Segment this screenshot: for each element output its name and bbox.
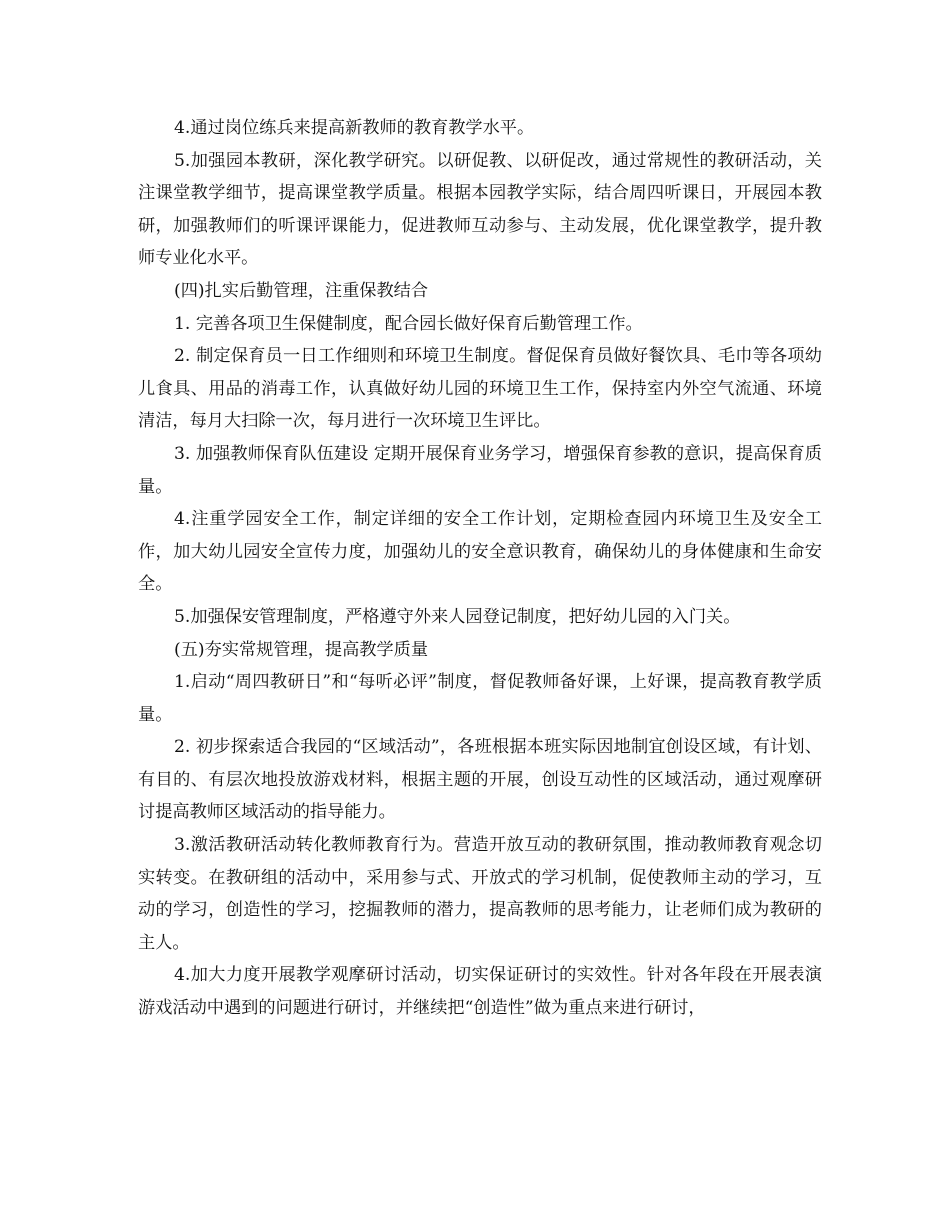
paragraph: 5.加强园本教研，深化教学研究。以研促教、以研促改，通过常规性的教研活动，关注课堂教学细节，提高课堂教学质量。根据本园教学实际，结合周四听课日，开展园本教研，加强教师们的听课评课能力，促进教师互动参与、主动发展，优化课堂教学，提升教师专业化水平。: [138, 150, 822, 269]
paragraph: 3. 加强教师保育队伍建设 定期开展保育业务学习，增强保育参教的意识，提高保育质量。: [138, 443, 822, 497]
section-heading: (五)夯实常规管理，提高教学质量: [174, 639, 429, 660]
paragraph: 4.注重学园安全工作，制定详细的安全工作计划，定期检查园内环境卫生及安全工作，加大幼儿园安全宣传力度，加强幼儿的安全意识教育，确保幼儿的身体健康和生命安全。: [138, 509, 822, 595]
paragraph: 1.启动“周四教研日”和“每听必评”制度，督促教师备好课，上好课，提高教育教学质量。: [138, 672, 822, 725]
paragraph: 4.加大力度开展教学观摩研讨活动，切实保证研讨的实效性。针对各年段在开展表演游戏活动中遇到的问题进行研讨，并继续把“创造性”做为重点来进行研讨，: [138, 965, 822, 1019]
paragraph: 3.激活教研活动转化教师教育行为。营造开放互动的教研氛围，推动教师教育观念切实转变。在教研组的活动中，采用参与式、开放式的学习机制，促使教师主动的学习，互动的学习，创造性的学习，挖掘教师的潜力，提高教师的思考能力，让老师们成为教研的主人。: [138, 835, 822, 953]
paragraph: 5.加强保安管理制度，严格遵守外来人园登记制度，把好幼儿园的入门关。: [174, 606, 741, 627]
paragraph: 2. 制定保育员一日工作细则和环境卫生制度。督促保育员做好餐饮具、毛巾等各项幼儿食具、用品的消毒工作，认真做好幼儿园的环境卫生工作，保持室内外空气流通、环境清洁，每月大扫除一次，每月进行一次环境卫生评比。: [138, 346, 822, 432]
paragraph: 1. 完善各项卫生保健制度，配合园长做好保育后勤管理工作。: [174, 313, 643, 334]
document-body: [138, 112, 822, 1025]
paragraph: 4.通过岗位练兵来提高新教师的教育教学水平。: [174, 118, 535, 138]
paragraph: 2. 初步探索适合我园的“区域活动”，各班根据本班实际因地制宜创设区域，有计划、有目的、有层次地投放游戏材料，根据主题的开展，创设互动性的区域活动，通过观摩研讨提高教师区域活动的指导能力。: [138, 737, 822, 823]
section-heading: (四)扎实后勤管理，注重保教结合: [174, 280, 429, 301]
